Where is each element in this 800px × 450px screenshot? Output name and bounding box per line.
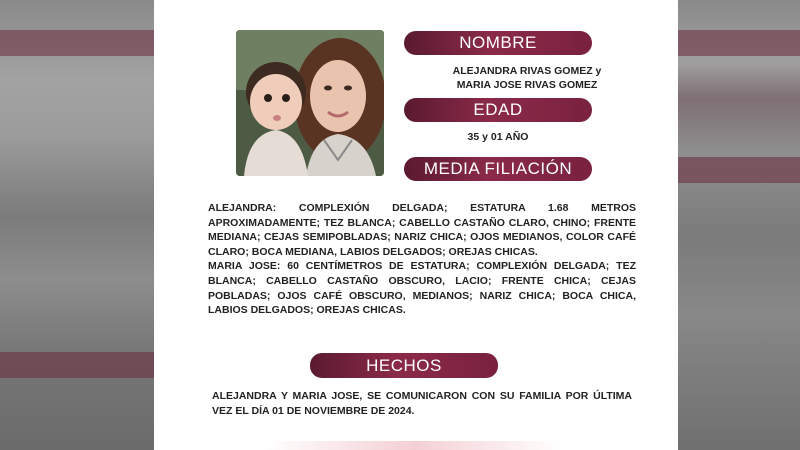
person-name (422, 64, 632, 92)
description-maria-jose: MARIA JOSE: 60 CENTÍMETROS DE ESTATURA; COMPLEXIÓN DELGADA; TEZ BLANCA; CABELLO CASTAÑO OBSCURO, LACIO; FRENTE CHICA; CEJAS POBLADAS; OJOS CAFÉ OBSCURO, MEDIANOS; NARIZ CHICA; BOCA CHICA, LABIOS DELGADOS; OREJAS CHICAS. (208, 260, 636, 317)
person-photo (236, 30, 384, 176)
missing-person-flyer (154, 0, 678, 450)
hechos-text: ALEJANDRA Y MARIA JOSE, SE COMUNICARON CON SU FAMILIA POR ÚLTIMA VEZ EL DÍA 01 DE NOVIEMBRE DE 2024. (212, 390, 632, 417)
blurred-band (0, 30, 154, 56)
media-filiacion-label: MEDIA FILIACIÓN (404, 157, 592, 181)
footer-cutoff-text (264, 441, 564, 450)
description-alejandra: ALEJANDRA: COMPLEXIÓN DELGADA; ESTATURA 1.68 METROS APROXIMADAMENTE; TEZ BLANCA; CABELLO CASTAÑO CLARO, CHINO; FRENTE MEDIANA; CEJAS SEMIPOBLADAS; NARIZ CHICA; OJOS MEDIANOS, COLOR CAFÉ CLARO; BOCA MEDIANA, LABIOS DELGADOS; OREJAS CHICAS. (208, 202, 636, 258)
blurred-band (678, 157, 800, 183)
blurred-band (678, 30, 800, 56)
blurred-right-margin (678, 0, 800, 450)
edad-label: EDAD (404, 98, 592, 122)
blurred-left-margin (0, 0, 154, 450)
nombre-label: NOMBRE (404, 31, 592, 55)
person-name-line-2: MARIA JOSE RIVAS GOMEZ (456, 79, 598, 91)
person-age: 35 y 01 AÑO (467, 131, 529, 143)
hechos-label: HECHOS (310, 353, 498, 378)
person-name-line-1: ALEJANDRA RIVAS GOMEZ y (452, 65, 602, 77)
blurred-band (0, 352, 154, 378)
photo-illustration (236, 30, 384, 176)
physical-description (208, 201, 636, 318)
